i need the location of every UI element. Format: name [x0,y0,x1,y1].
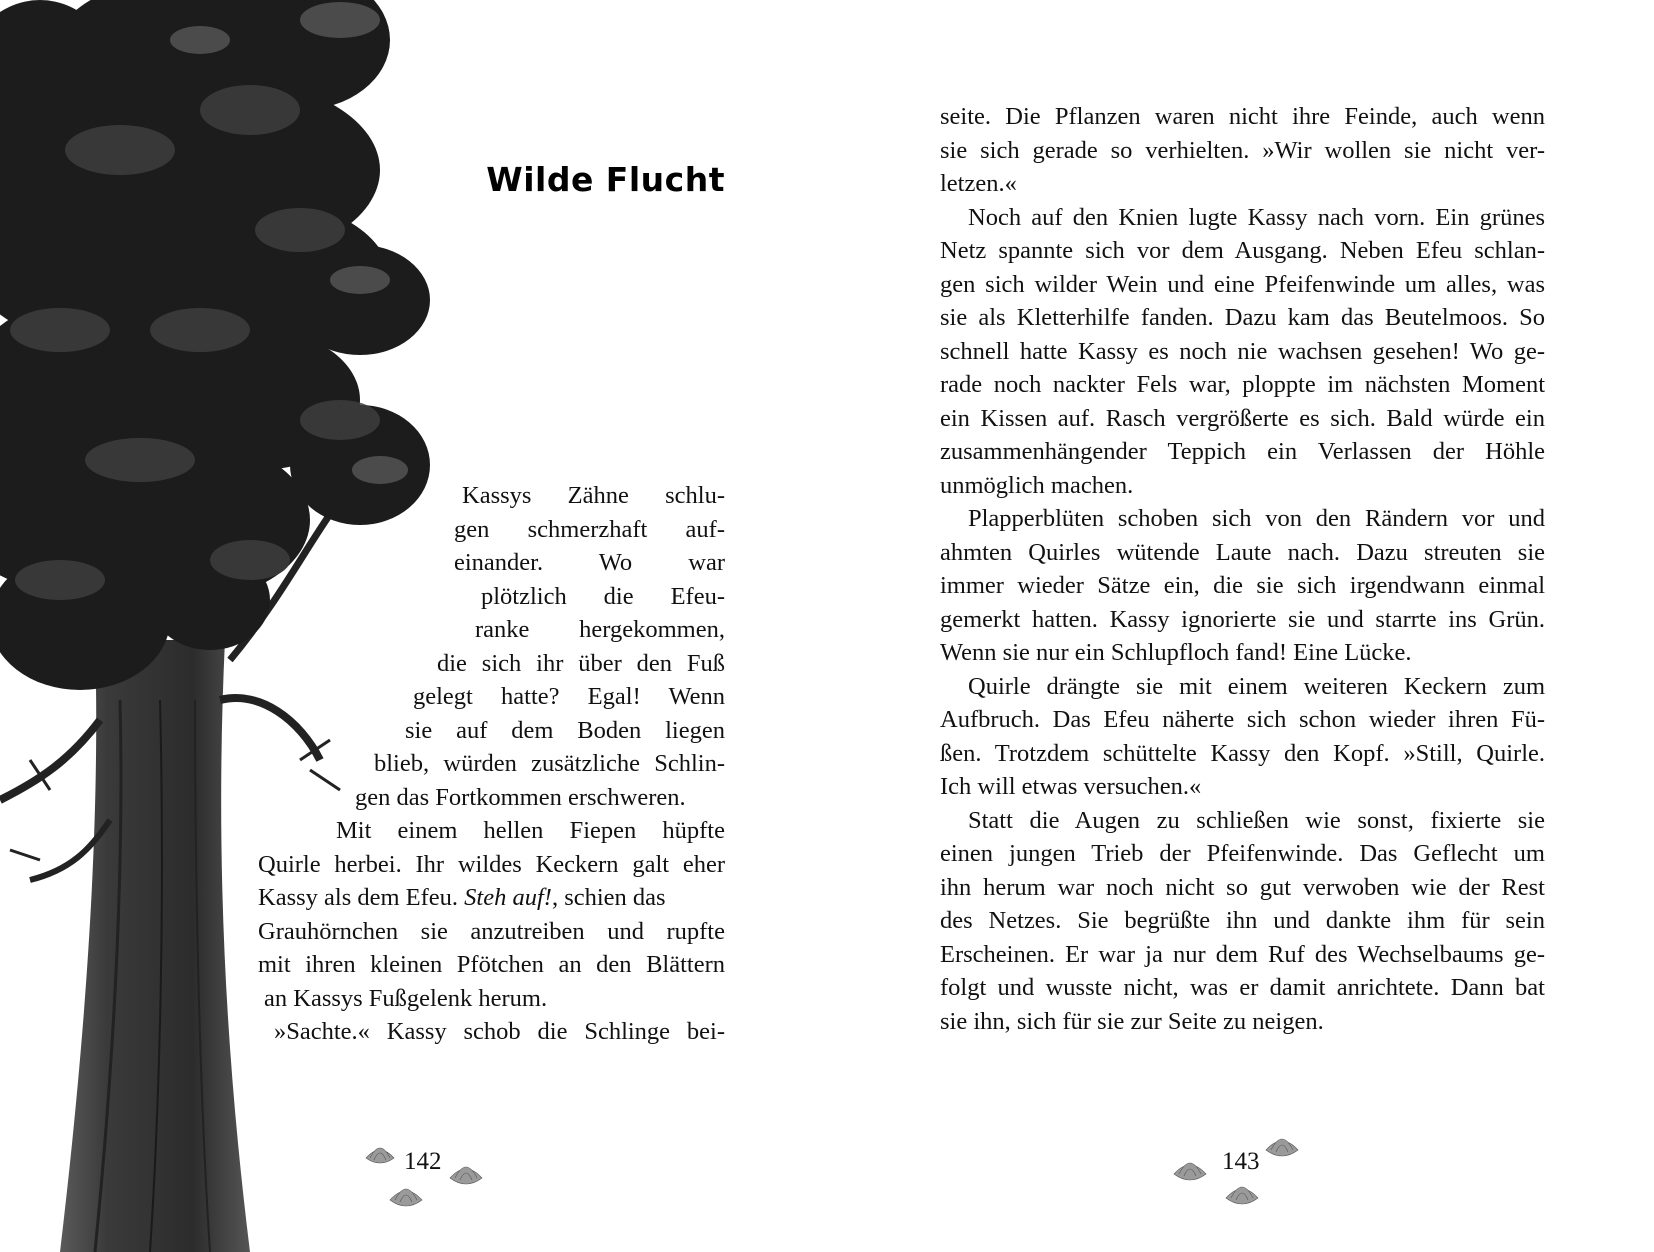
text-line: letzen.« [940,170,1017,197]
text-line: Plapperblüten schoben sich von den Rändern vor und [968,505,1545,532]
page-number: 142 [404,1148,442,1175]
text-line: gen das Fortkommen erschweren. [355,784,686,811]
text-line: Ich will etwas versuchen.« [940,773,1202,800]
text-line: an Kassys Fußgelenk herum. [264,985,548,1012]
text-line: sie sich gerade so verhielten. »Wir wollen sie nicht ver- [940,137,1545,164]
text-line: Quirle drängte sie mit einem weiteren Keckern zum [968,673,1545,700]
text-line: blieb, würden zusätzliche Schlin- [374,750,725,777]
text-line: Grauhörnchen sie anzutreiben und rupfte [258,918,725,945]
text-line: sie als Kletterhilfe fanden. Dazu kam das Beutelmoos. So [940,304,1545,331]
text-line: Aufbruch. Das Efeu näherte sich schon wieder ihren Fü- [940,706,1545,733]
text-line: die sich ihr über den Fuß [437,650,725,677]
text-line: ein Kissen auf. Rasch vergrößerte es sich. Bald würde ein [940,405,1545,432]
text-line: einen jungen Trieb der Pfeifenwinde. Das Geflecht um [940,840,1545,867]
text-line: rade noch nackter Fels war, ploppte im nächsten Moment [940,371,1545,398]
text-line: plötzlich die Efeu- [481,583,725,610]
text-line: Erscheinen. Er war ja nur dem Ruf des Wechselbaums ge- [940,941,1545,968]
text-line: Statt die Augen zu schließen wie sonst, fixierte sie [968,807,1545,834]
text-segment: , schien das [551,884,666,911]
text-line [258,881,725,915]
text-line: gen schmerzhaft auf- [454,516,725,543]
text-line: ihn herum war noch nicht so gut verwoben wie der Rest [940,874,1545,901]
text-line: folgt und wusste nicht, was er damit anrichtete. Dann bat [940,974,1545,1001]
text-line: immer wieder Sätze ein, die sie sich irgendwann einmal [940,572,1545,599]
text-line: einander. Wo war [454,549,725,576]
page-number: 143 [1222,1148,1260,1175]
text-line: ahmten Quirles wütende Laute nach. Dazu streuten sie [940,539,1545,566]
text-line: Wenn sie nur ein Schlupfloch fand! Eine Lücke. [940,639,1412,666]
text-line: »Sachte.« Kassy schob die Schlinge bei- [274,1018,725,1045]
text-line: Mit einem hellen Fiepen hüpfte [336,817,725,844]
text-line: gemerkt hatten. Kassy ignorierte sie und starrte ins Grün. [940,606,1545,633]
text-line: seite. Die Pflanzen waren nicht ihre Feinde, auch wenn [940,103,1545,130]
chapter-title: Wilde Flucht [486,160,725,199]
text-line: gelegt hatte? Egal! Wenn [413,683,725,710]
text-line: ranke hergekommen, [475,616,725,643]
text-line: gen sich wilder Wein und eine Pfeifenwinde um alles, was [940,271,1545,298]
text-line: sie auf dem Boden liegen [405,717,725,744]
text-line: unmöglich machen. [940,472,1134,499]
text-line: mit ihren kleinen Pfötchen an den Blättern [258,951,725,978]
text-line: sie ihn, sich für sie zur Seite zu neigen. [940,1008,1324,1035]
text-line: des Netzes. Sie begrüßte ihn und dankte ihm für sein [940,907,1545,934]
text-line: Quirle herbei. Ihr wildes Keckern galt eher [258,851,725,878]
text-line: zusammenhängender Teppich ein Verlassen der Höhle [940,438,1545,465]
emphasis-text: Steh auf! [464,884,552,911]
text-line: Kassys Zähne schlu- [462,482,725,509]
text-line: schnell hatte Kassy es noch nie wachsen gesehen! Wo ge- [940,338,1545,365]
text-line: Netz spannte sich vor dem Ausgang. Neben Efeu schlan- [940,237,1545,264]
text-line: ßen. Trotzdem schüttelte Kassy den Kopf. »Still, Quirle. [940,740,1545,767]
text-line: Noch auf den Knien lugte Kassy nach vorn. Ein grünes [968,204,1545,231]
text-segment: Kassy als dem Efeu. [258,884,459,911]
